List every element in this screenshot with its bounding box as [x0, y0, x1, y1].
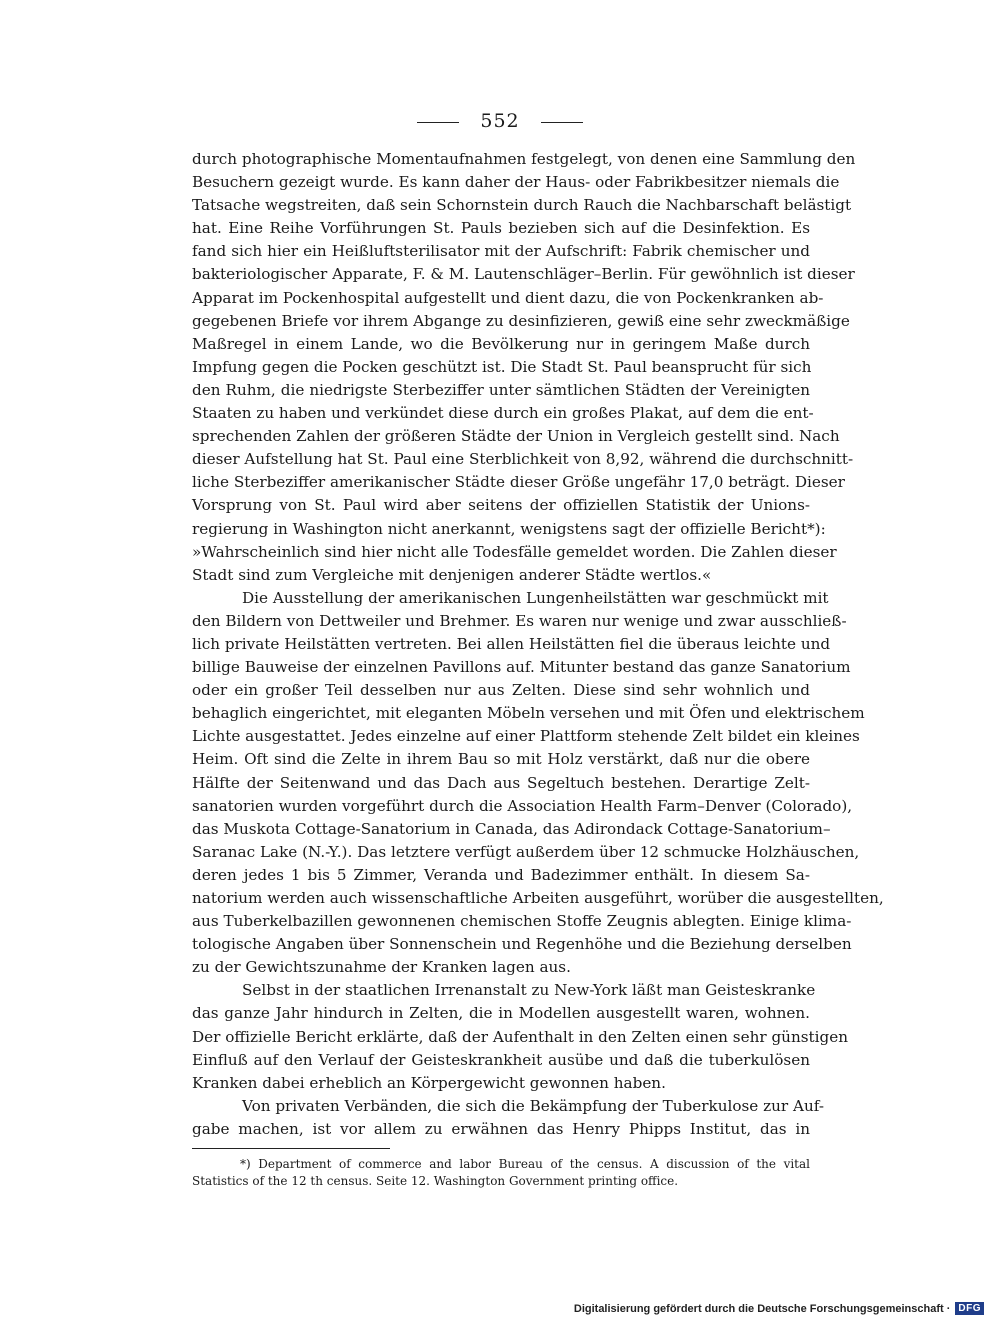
footnote — [192, 1156, 810, 1190]
text-line: aus Tuberkelbazillen gewonnenen chemischen Stoffe Zeugnis ablegten. Einige klima- — [192, 912, 852, 931]
body-text — [192, 148, 884, 1141]
paragraph-4 — [192, 1095, 824, 1141]
text-line: Besuchern gezeigt wurde. Es kann daher der Haus- oder Fabrikbesitzer niemals die — [192, 173, 840, 192]
text-line: Maßregel in einem Lande, wo die Bevölkerung nur in geringem Maße durch — [192, 334, 810, 353]
text-line: Stadt sind zum Vergleiche mit denjenigen anderer Städte wertlos.« — [192, 565, 712, 584]
text-line: fand sich hier ein Heißluftsterilisator mit der Aufschrift: Fabrik chemischer und — [192, 242, 810, 261]
text-line: Vorsprung von St. Paul wird aber seitens der offiziellen Statistik der Unions- — [192, 496, 810, 515]
text-line: Apparat im Pockenhospital aufgestellt und dient dazu, die von Pockenkranken ab- — [192, 288, 824, 307]
page-number-header — [0, 110, 1000, 132]
text-line: das ganze Jahr hindurch in Zelten, die in Modellen ausgestellt waren, wohnen. — [192, 1004, 810, 1023]
text-line: gegebenen Briefe vor ihrem Abgange zu desinfizieren, gewiß eine sehr zweckmäßige — [192, 311, 850, 330]
footnote-line: Statistics of the 12 th census. Seite 12. Washington Government printing office. — [192, 1174, 679, 1188]
text-line: Einfluß auf den Verlauf der Geisteskrankheit ausübe und daß die tuberkulösen — [192, 1050, 810, 1069]
text-line: regierung in Washington nicht anerkannt, wenigstens sagt der offizielle Bericht*): — [192, 519, 826, 538]
text-line: Kranken dabei erheblich an Körpergewicht gewonnen haben. — [192, 1073, 666, 1092]
text-line: das Muskota Cottage-Sanatorium in Canada, das Adirondack Cottage-Sanatorium– — [192, 819, 831, 838]
text-line: natorium werden auch wissenschaftliche Arbeiten ausgeführt, worüber die ausgestellten, — [192, 889, 884, 907]
text-line: Saranac Lake (N.-Y.). Das letztere verfügt außerdem über 12 schmucke Holzhäuschen, — [192, 842, 860, 861]
text-line: Die Ausstellung der amerikanischen Lungenheilstätten war geschmückt mit — [242, 588, 829, 607]
text-line: dieser Aufstellung hat St. Paul eine Sterblichkeit von 8,92, während die durchschnitt- — [192, 450, 854, 469]
text-line: billige Bauweise der einzelnen Pavillons auf. Mitunter bestand das ganze Sanatorium — [192, 658, 851, 677]
footnote-line: *) Department of commerce and labor Bureau of the census. A discussion of the vital — [240, 1157, 810, 1171]
text-line: bakteriologischer Apparate, F. & M. Lautenschläger–Berlin. Für gewöhnlich ist dieser — [192, 265, 855, 284]
paragraph-1 — [192, 148, 856, 587]
credit-text: Digitalisierung gefördert durch die Deutsche Forschungsgemeinschaft · — [573, 1302, 951, 1315]
text-line: oder ein großer Teil desselben nur aus Zelten. Diese sind sehr wohnlich und — [192, 681, 810, 700]
page-number: 552 — [480, 110, 520, 132]
text-line: Hälfte der Seitenwand und das Dach aus Segeltuch bestehen. Derartige Zelt- — [192, 773, 810, 792]
text-line: zu der Gewichtszunahme der Kranken lagen aus. — [192, 958, 571, 977]
text-line: gabe machen, ist vor allem zu erwähnen das Henry Phipps Institut, das in — [192, 1119, 810, 1138]
text-line: liche Sterbeziffer amerikanischer Städte dieser Größe ungefähr 17,0 beträgt. Dieser — [192, 473, 845, 492]
text-line: Selbst in der staatlichen Irrenanstalt zu New-York läßt man Geisteskranke — [242, 981, 816, 1000]
digitization-credit — [574, 1302, 984, 1315]
text-line: Von privaten Verbänden, die sich die Bekämpfung der Tuberkulose zur Auf- — [242, 1096, 824, 1115]
header-rule-right — [541, 122, 583, 123]
header-rule-left — [417, 122, 459, 123]
paragraph-3 — [192, 979, 848, 1094]
text-line: sanatorien wurden vorgeführt durch die Association Health Farm–Denver (Colorado), — [192, 796, 853, 815]
text-line: Tatsache wegstreiten, daß sein Schornstein durch Rauch die Nachbarschaft belästigt — [192, 196, 852, 215]
footnote-divider — [192, 1148, 390, 1149]
text-line: tologische Angaben über Sonnenschein und Regenhöhe und die Beziehung derselben — [192, 935, 852, 954]
text-line: sprechenden Zahlen der größeren Städte der Union in Vergleich gestellt sind. Nach — [192, 427, 840, 446]
text-line: lich private Heilstätten vertreten. Bei allen Heilstätten fiel die überaus leichte und — [192, 634, 831, 653]
text-line: behaglich eingerichtet, mit eleganten Möbeln versehen und mit Öfen und elektrischem — [192, 704, 865, 723]
text-line: Impfung gegen die Pocken geschützt ist. Die Stadt St. Paul beansprucht für sich — [192, 357, 812, 376]
dfg-logo: DFG — [955, 1302, 984, 1315]
text-line: Staaten zu haben und verkündet diese durch ein großes Plakat, auf dem die ent- — [192, 404, 814, 423]
text-line: hat. Eine Reihe Vorführungen St. Pauls bezieben sich auf die Desinfektion. Es — [192, 219, 810, 238]
text-line: Heim. Oft sind die Zelte in ihrem Bau so mit Holz verstärkt, daß nur die obere — [192, 750, 810, 769]
paragraph-2 — [192, 587, 884, 980]
text-line: Lichte ausgestattet. Jedes einzelne auf einer Plattform stehende Zelt bildet ein kleines — [192, 727, 860, 746]
text-line: den Bildern von Dettweiler und Brehmer. Es waren nur wenige und zwar ausschließ- — [192, 611, 847, 630]
text-line: »Wahrscheinlich sind hier nicht alle Todesfälle gemeldet worden. Die Zahlen dieser — [192, 542, 837, 561]
text-line: Der offizielle Bericht erklärte, daß der Aufenthalt in den Zelten einen sehr günstigen — [192, 1027, 848, 1046]
text-line: durch photographische Momentaufnahmen festgelegt, von denen eine Sammlung den — [192, 150, 856, 168]
text-line: den Ruhm, die niedrigste Sterbeziffer unter sämtlichen Städten der Vereinigten — [192, 380, 810, 399]
text-line: deren jedes 1 bis 5 Zimmer, Veranda und Badezimmer enthält. In diesem Sa- — [192, 865, 810, 884]
